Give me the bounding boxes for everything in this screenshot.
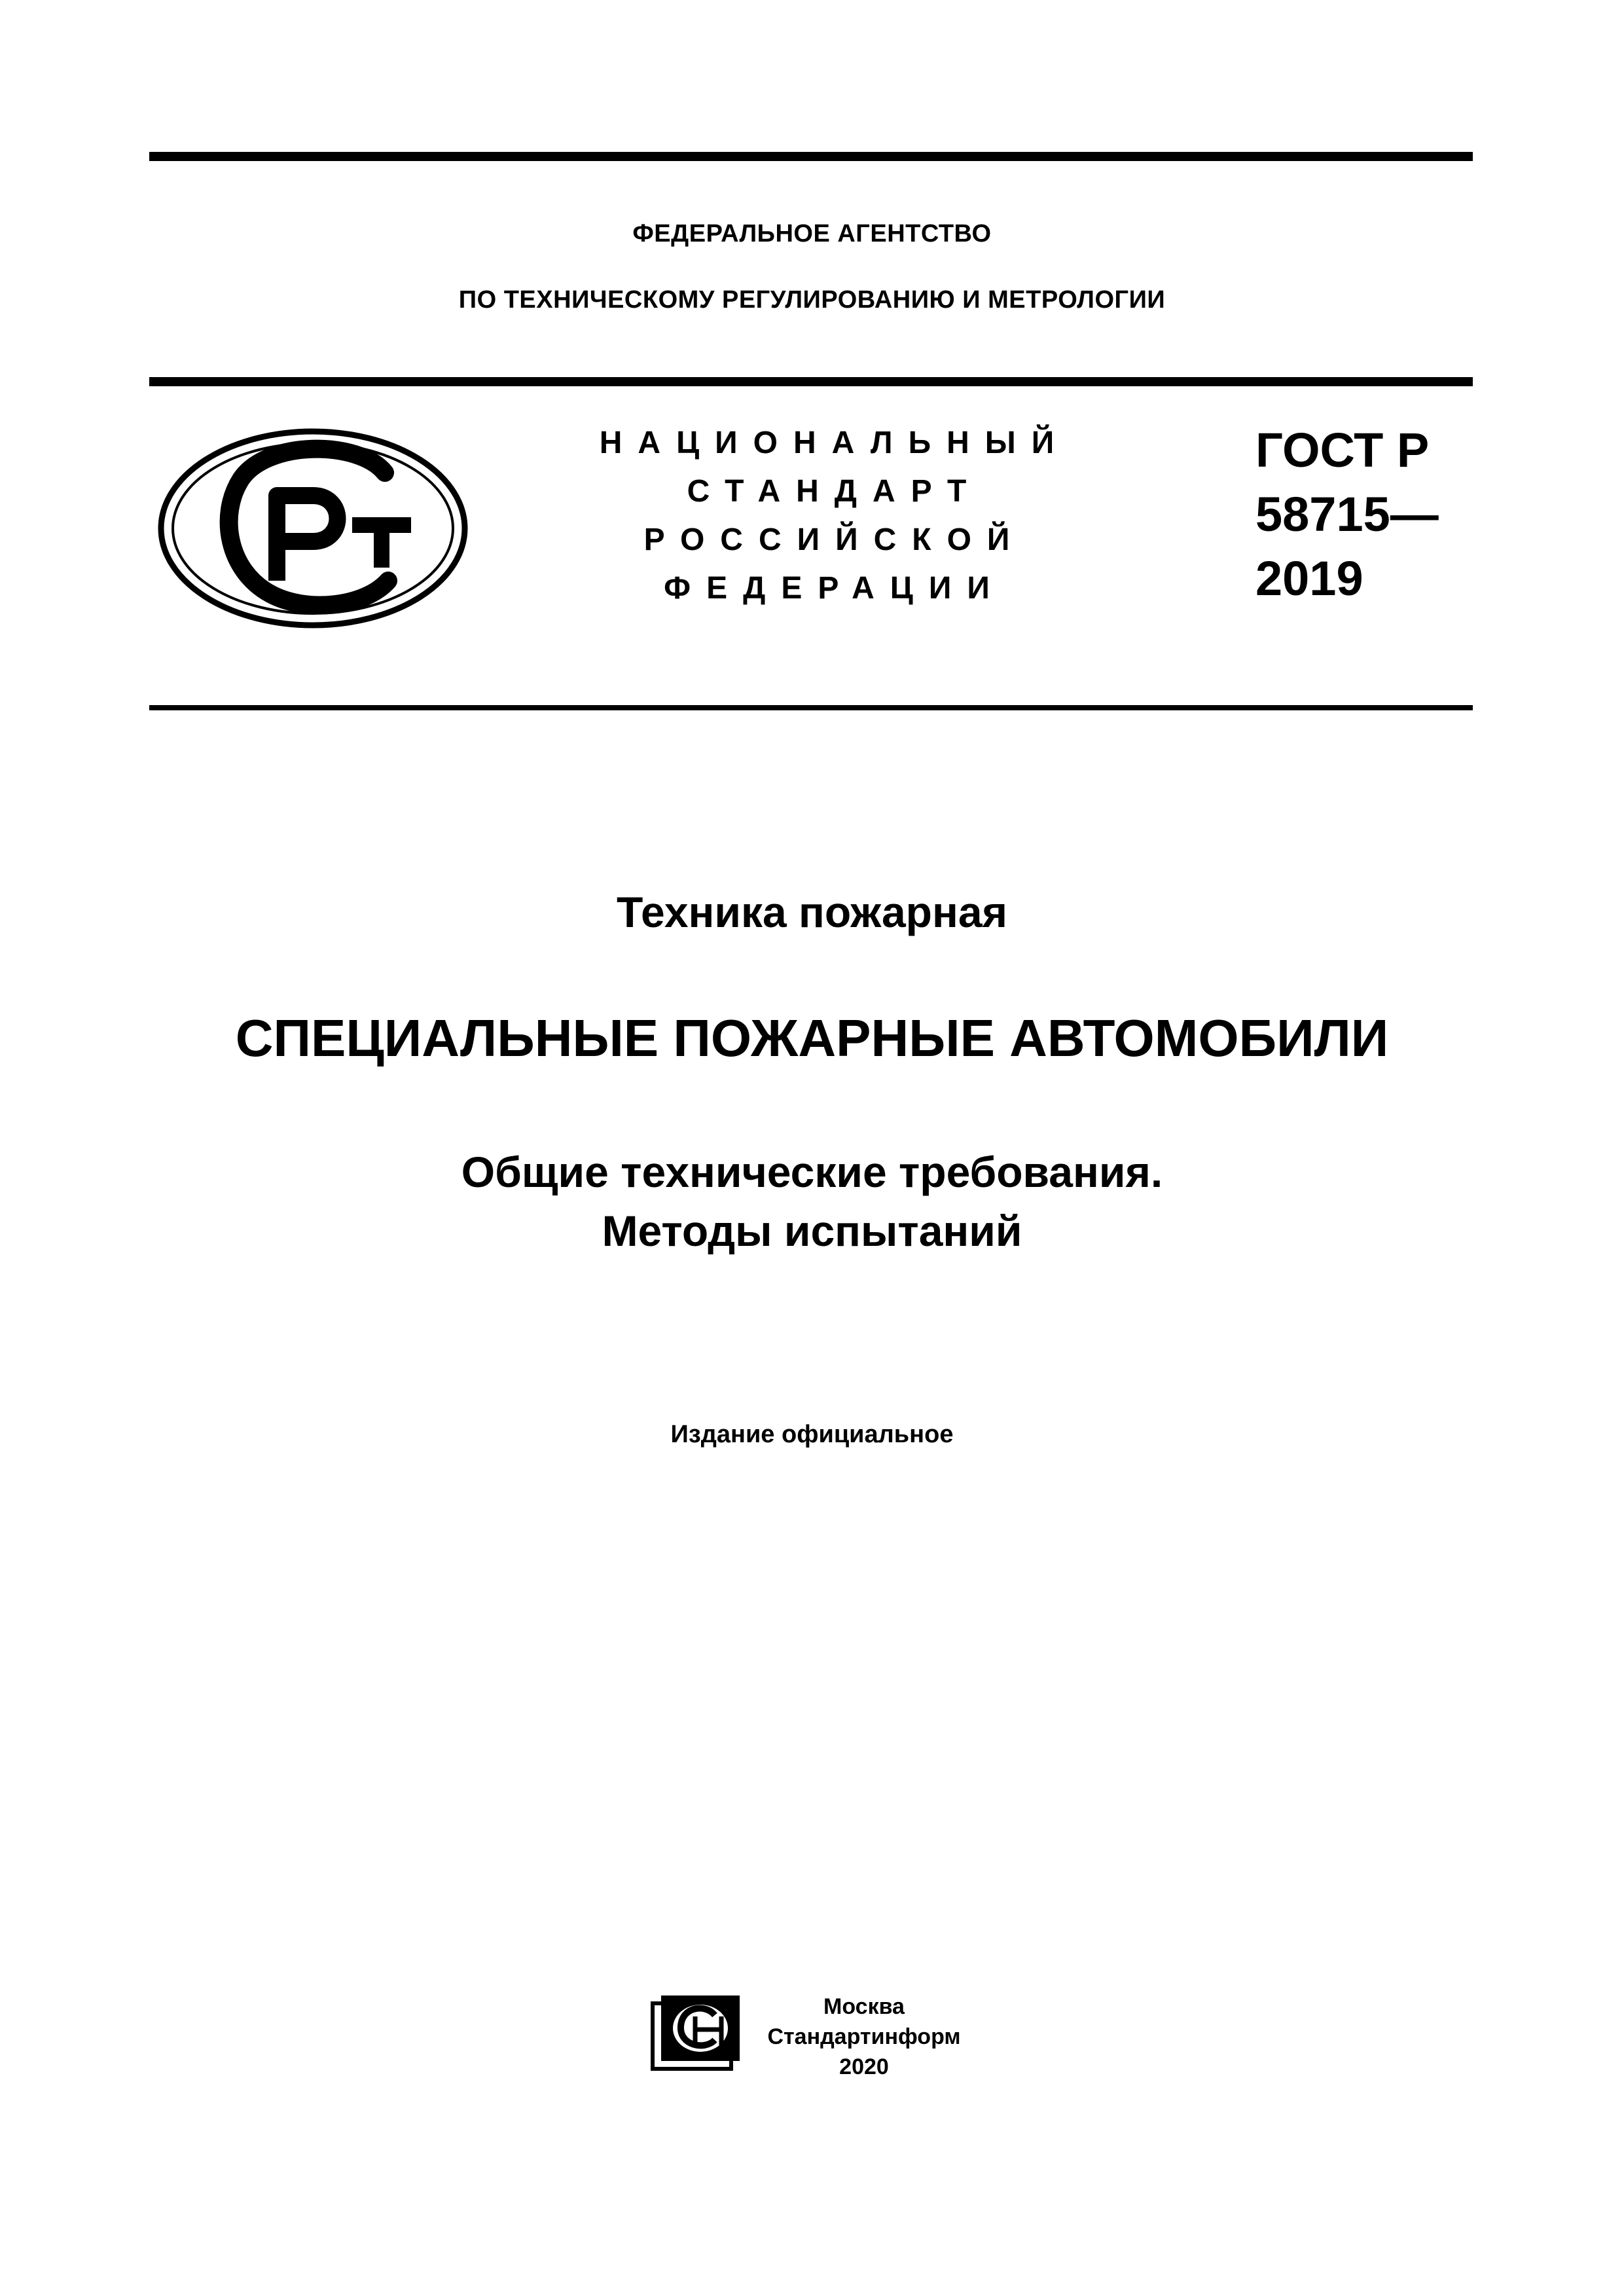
title-block-rule bbox=[149, 705, 1473, 710]
publisher-name: Стандартинформ bbox=[767, 2024, 961, 2049]
top-rule bbox=[149, 152, 1473, 161]
national-standard-line-1: НАЦИОНАЛЬНЫЙ bbox=[599, 426, 1070, 460]
standartinform-logo bbox=[649, 1990, 748, 2075]
publisher-year: 2020 bbox=[839, 2054, 889, 2079]
national-standard-line-4: ФЕДЕРАЦИИ bbox=[664, 571, 1005, 606]
agency-line-2: ПО ТЕХНИЧЕСКОМУ РЕГУЛИРОВАНИЮ И МЕТРОЛОГИИ bbox=[458, 286, 1166, 314]
rst-logo bbox=[156, 427, 470, 630]
agency-line-1: ФЕДЕРАЛЬНОЕ АГЕНТСТВО bbox=[632, 220, 992, 247]
publisher-city: Москва bbox=[823, 1994, 905, 2019]
national-standard-line-2: СТАНДАРТ bbox=[687, 474, 983, 509]
gost-designation-line-3: 2019 bbox=[1255, 551, 1363, 606]
gost-designation-line-1: ГОСТ Р bbox=[1255, 423, 1430, 477]
national-standard-line-3: РОССИЙСКОЙ bbox=[643, 522, 1026, 557]
edition-label: Издание официальное bbox=[670, 1421, 954, 1448]
title-subject: Техника пожарная bbox=[616, 888, 1008, 936]
title-sub-line-2: Методы испытаний bbox=[602, 1207, 1022, 1255]
title-sub-line-1: Общие технические требования. bbox=[461, 1148, 1163, 1196]
gost-designation-line-2: 58715— bbox=[1255, 487, 1439, 541]
header-rule bbox=[149, 377, 1473, 386]
title-main: СПЕЦИАЛЬНЫЕ ПОЖАРНЫЕ АВТОМОБИЛИ bbox=[235, 1009, 1389, 1067]
